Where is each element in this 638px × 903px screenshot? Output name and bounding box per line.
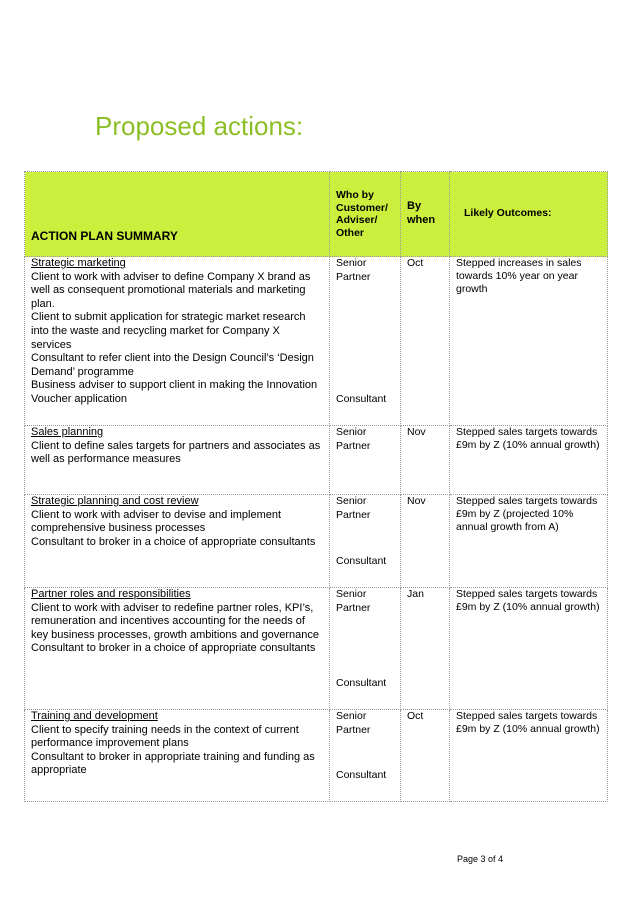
- table-row: [25, 495, 608, 588]
- action-title: Partner roles and responsibilities: [31, 588, 191, 600]
- table-row: [25, 257, 608, 426]
- action-plan-table: [24, 171, 608, 802]
- table-row: [25, 710, 608, 802]
- action-cell: [25, 426, 330, 495]
- who-cell: [330, 710, 401, 802]
- when-cell: Nov: [401, 495, 450, 588]
- outcome-cell: Stepped sales targets towards £9m by Z (10% annual growth): [450, 588, 608, 710]
- header-outcomes: Likely Outcomes:: [450, 172, 608, 257]
- action-title: Strategic planning and cost review: [31, 495, 199, 507]
- action-line: Client to work with adviser to define Company X brand as well as consequent promotional materials and marketing plan.: [31, 270, 311, 310]
- when-cell: Jan: [401, 588, 450, 710]
- page-heading: Proposed actions:: [95, 111, 304, 141]
- action-line: Consultant to broker in a choice of appropriate consultants: [31, 535, 316, 548]
- outcome-cell: Stepped increases in sales towards 10% year on year growth: [450, 257, 608, 426]
- who-cell: [330, 495, 401, 588]
- action-line: Client to specify training needs in the context of current performance improvement plans: [31, 723, 299, 750]
- action-line: Client to work with adviser to redefine partner roles, KPI’s, remuneration and incentives accounting for the needs of key business processes, growth ambitions and governance: [31, 601, 319, 641]
- action-cell: [25, 710, 330, 802]
- action-line: Consultant to broker in a choice of appropriate consultants: [31, 642, 316, 655]
- who-secondary: Consultant: [336, 677, 387, 690]
- header-summary: ACTION PLAN SUMMARY: [25, 172, 330, 257]
- action-cell: [25, 588, 330, 710]
- action-line: Client to submit application for strategic market research into the waste and recycling market for Company X services: [31, 311, 306, 351]
- who-primary: Senior Partner: [336, 710, 371, 736]
- table-header-row: [25, 172, 608, 257]
- outcome-cell: Stepped sales targets towards £9m by Z (10% annual growth): [450, 710, 608, 802]
- who-secondary: Consultant: [336, 393, 387, 406]
- when-cell: Oct: [401, 257, 450, 426]
- who-cell: [330, 257, 401, 426]
- who-primary: Senior Partner: [336, 426, 371, 452]
- when-cell: Oct: [401, 710, 450, 802]
- action-title: Training and development: [31, 710, 158, 722]
- who-secondary: Consultant: [336, 555, 387, 568]
- who-primary: Senior Partner: [336, 588, 371, 614]
- header-when: By when: [401, 172, 450, 257]
- action-line: Client to define sales targets for partners and associates as well as performance measures: [31, 439, 321, 466]
- who-cell: [330, 588, 401, 710]
- page-number: Page 3 of 4: [457, 854, 504, 864]
- header-who: Who by Customer/ Adviser/ Other: [330, 172, 401, 257]
- who-primary: Senior Partner: [336, 495, 371, 521]
- action-line: Consultant to broker in appropriate training and funding as appropriate: [31, 750, 315, 777]
- action-title: Strategic marketing: [31, 257, 126, 269]
- who-cell: [330, 426, 401, 495]
- action-line: Business adviser to support client in making the Innovation Voucher application: [31, 379, 318, 405]
- when-cell: Nov: [401, 426, 450, 495]
- action-cell: [25, 257, 330, 426]
- action-line: Consultant to refer client into the Design Council’s ‘Design Demand’ programme: [31, 352, 314, 378]
- outcome-cell: Stepped sales targets towards £9m by Z (10% annual growth): [450, 426, 608, 495]
- outcome-cell: Stepped sales targets towards £9m by Z (projected 10% annual growth from A): [450, 495, 608, 588]
- table-row: [25, 426, 608, 495]
- table-row: [25, 588, 608, 710]
- who-secondary: Consultant: [336, 769, 387, 782]
- action-cell: [25, 495, 330, 588]
- action-line: Client to work with adviser to devise and implement comprehensive business processes: [31, 508, 282, 535]
- action-title: Sales planning: [31, 426, 104, 438]
- who-primary: Senior Partner: [336, 257, 371, 283]
